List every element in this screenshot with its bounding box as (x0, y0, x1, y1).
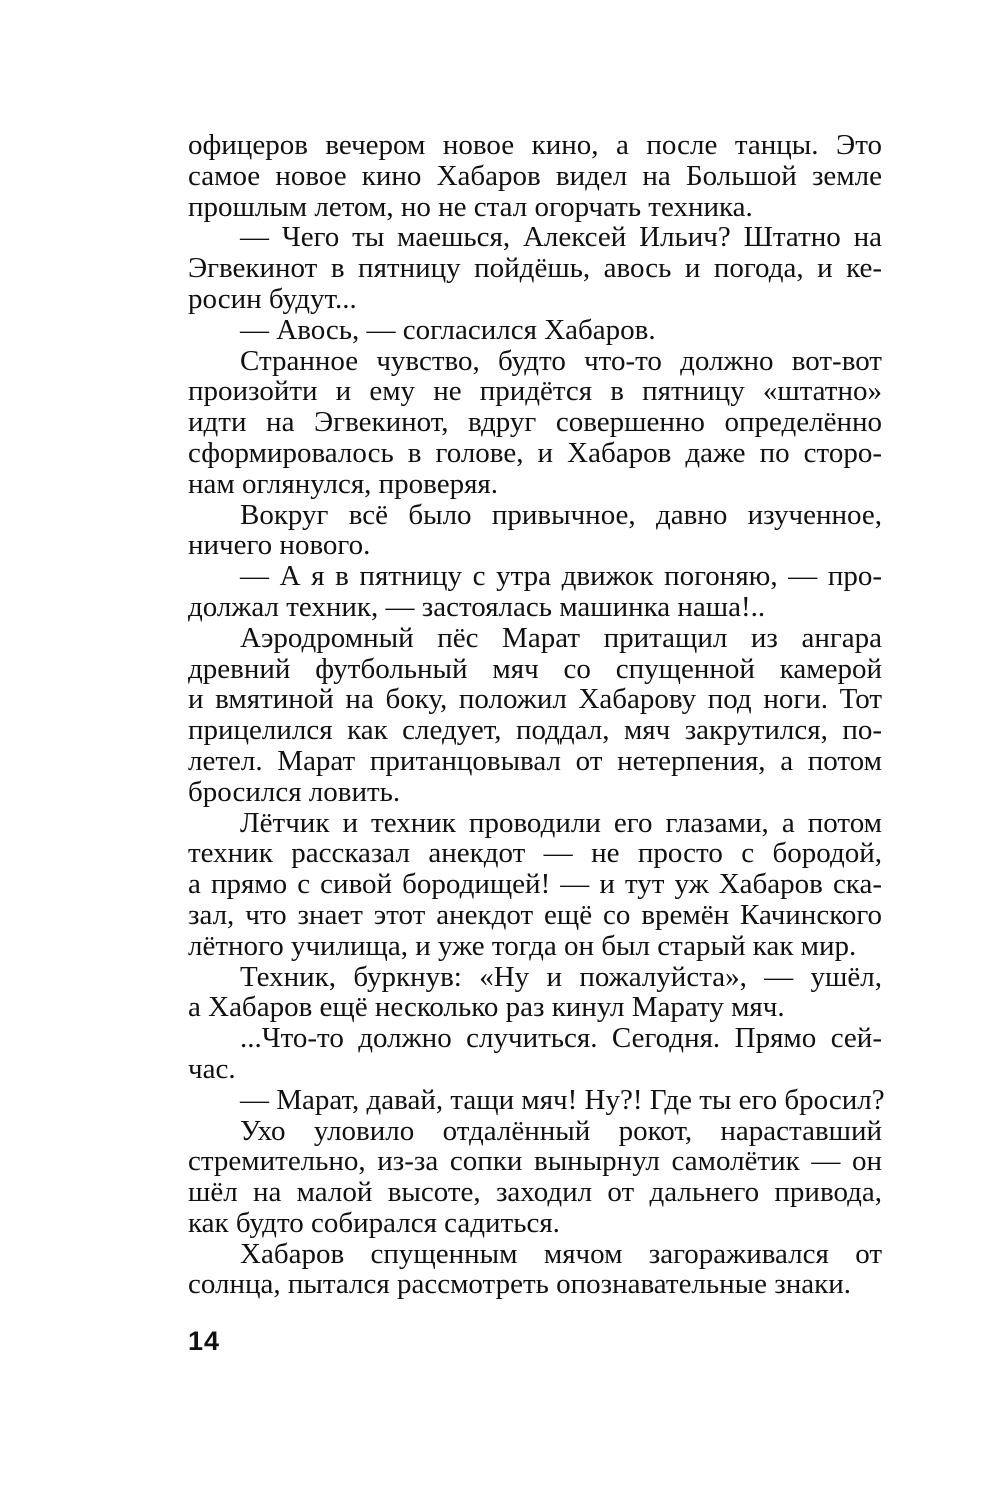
text-line: прицелился как следует, поддал, мяч закрутился, по- (188, 714, 882, 747)
text-line: лётного училища, и уже тогда он был старый как мир. (188, 929, 857, 962)
text-line: а Хабаров ещё несколько раз кинул Марату мяч. (188, 991, 785, 1024)
body-text (188, 129, 885, 1301)
text-line: — А я в пятницу с утра движок погоняю, — про- (240, 560, 882, 593)
text-line: Ухо уловило отдалённый рокот, нараставший (240, 1114, 882, 1147)
text-line: ...Что-то должно случиться. Сегодня. Прямо сей- (240, 1022, 882, 1055)
text-line: Лётчик и техник проводили его глазами, а потом (240, 806, 882, 839)
paragraph (188, 500, 882, 562)
text-line: шёл на малой высоте, заходил от дальнего привода, (188, 1176, 882, 1209)
text-line: офицеров вечером новое кино, а после танцы. Это (188, 129, 882, 161)
text-line: стремительно, из-за сопки вынырнул самолётик — он (188, 1145, 882, 1178)
text-line: росин будут... (188, 282, 357, 315)
text-line: Странное чувство, будто что-то должно вот-вот (240, 344, 882, 377)
paragraph (188, 623, 882, 808)
text-line: произойти и ему не придётся в пятницу «штатно» (188, 375, 882, 408)
text-line: а прямо с сивой бородищей! — и тут уж Хабаров ска- (188, 868, 882, 901)
text-line: — Чего ты маешься, Алексей Ильич? Штатно на (240, 221, 882, 254)
text-line: зал, что знает этот анекдот ещё со времён Качинского (188, 898, 882, 931)
page-number: 14 (188, 1326, 221, 1356)
text-line: прошлым летом, но не стал огорчать техника. (188, 190, 753, 223)
paragraph (188, 1083, 885, 1116)
paragraph (188, 808, 882, 962)
text-line: Вокруг всё было привычное, давно изученное, (240, 498, 882, 531)
text-line: летел. Марат пританцовывал от нетерпения, а потом (188, 744, 882, 777)
text-line: солнца, пытался рассмотреть опознавательные знаки. (188, 1268, 851, 1301)
paragraph (188, 1239, 882, 1301)
paragraph (188, 130, 882, 222)
paragraph (188, 222, 882, 314)
text-line: как будто собирался садиться. (188, 1206, 560, 1239)
paragraph (188, 315, 882, 346)
text-line: Эгвекинот в пятницу пойдёшь, авось и погода, и ке- (188, 252, 882, 285)
text-line: — Авось, — согласился Хабаров. (240, 313, 656, 346)
text-line: нам оглянулся, проверяя. (188, 467, 498, 500)
text-line: — Марат, давай, тащи мяч! Ну?! Где ты его бросил? (240, 1083, 885, 1116)
text-line: идти на Эгвекинот, вдруг совершенно определённо (188, 406, 882, 439)
text-line: ничего нового. (188, 529, 371, 562)
text-line: древний футбольный мяч со спущенной камерой (188, 652, 882, 685)
text-line: Хабаров спущенным мячом загораживался от (240, 1237, 882, 1270)
paragraph (188, 1116, 882, 1239)
text-line: Аэродромный пёс Марат притащил из ангара (240, 621, 882, 654)
paragraph (188, 1023, 882, 1085)
paragraph (188, 962, 882, 1024)
text-line: техник рассказал анекдот — не просто с бородой, (188, 837, 882, 870)
text-line: Техник, буркнув: «Ну и пожалуйста», — ушёл, (240, 960, 882, 993)
text-line: час. (188, 1052, 236, 1085)
paragraph (188, 561, 882, 623)
text-line: и вмятиной на боку, положил Хабарову под ноги. Тот (188, 683, 882, 716)
text-line: сформировалось в голове, и Хабаров даже по сторо- (188, 436, 882, 469)
text-line: бросился ловить. (188, 775, 401, 808)
paragraph (188, 346, 882, 500)
text-line: самое новое кино Хабаров видел на Большой земле (188, 159, 882, 192)
text-line: должал техник, — застоялась машинка наша!.. (188, 590, 766, 623)
